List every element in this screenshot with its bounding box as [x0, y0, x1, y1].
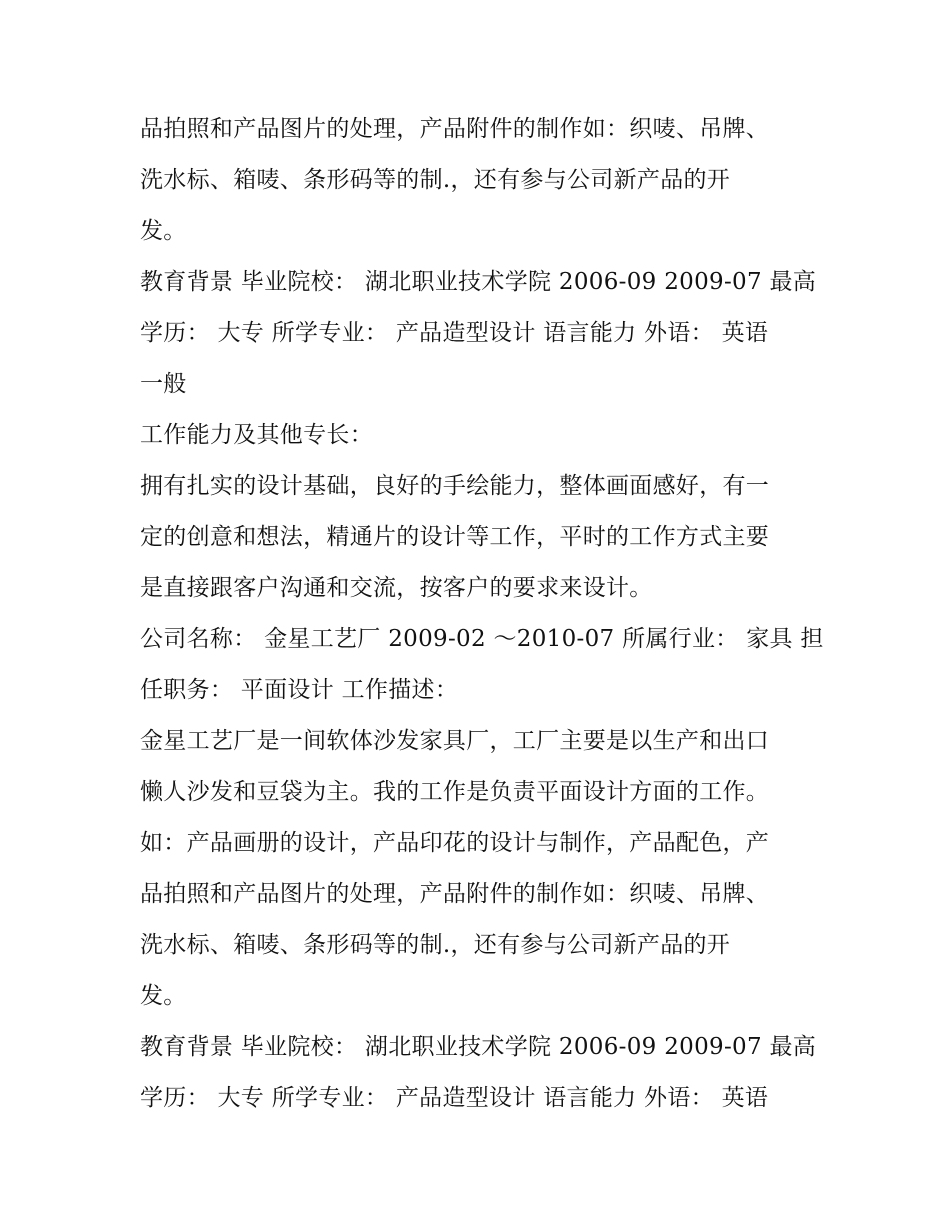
text-line: 懒人沙发和豆袋为主。我的工作是负责平面设计方面的工作。	[140, 779, 770, 805]
text-line: 品拍照和产品图片的处理，产品附件的制作如：织唛、吊牌、	[140, 881, 770, 907]
text-line: 拥有扎实的设计基础，良好的手绘能力，整体画面感好，有一	[140, 473, 770, 499]
text-line: 定的创意和想法，精通片的设计等工作，平时的工作方式主要	[140, 524, 770, 550]
text-line: 品拍照和产品图片的处理，产品附件的制作如：织唛、吊牌、	[140, 116, 770, 142]
document-body	[140, 104, 824, 1124]
text-line: 是直接跟客户沟通和交流，按客户的要求来设计。	[140, 575, 653, 601]
text-line: 学历： 大专 所学专业： 产品造型设计 语言能力 外语： 英语	[140, 320, 769, 346]
text-line: 任职务： 平面设计 工作描述：	[140, 677, 459, 703]
text-line: 一般	[140, 371, 187, 397]
text-line: 金星工艺厂是一间软体沙发家具厂，工厂主要是以生产和出口	[140, 728, 770, 754]
text-line: 学历： 大专 所学专业： 产品造型设计 语言能力 外语： 英语	[140, 1085, 769, 1111]
section-heading: 工作能力及其他专长：	[140, 422, 373, 448]
text-line: 教育背景 毕业院校： 湖北职业技术学院 2006-09 2009-07 最高	[140, 1034, 817, 1060]
text-line: 公司名称： 金星工艺厂 2009-02 ～2010-07 所属行业： 家具 担	[140, 626, 824, 652]
text-line: 洗水标、箱唛、条形码等的制.，还有参与公司新产品的开	[140, 932, 731, 958]
text-line: 发。	[140, 218, 187, 244]
text-line: 洗水标、箱唛、条形码等的制.，还有参与公司新产品的开	[140, 167, 731, 193]
text-line: 教育背景 毕业院校： 湖北职业技术学院 2006-09 2009-07 最高	[140, 269, 817, 295]
text-line: 发。	[140, 983, 187, 1009]
text-line: 如：产品画册的设计，产品印花的设计与制作，产品配色，产	[140, 830, 770, 856]
